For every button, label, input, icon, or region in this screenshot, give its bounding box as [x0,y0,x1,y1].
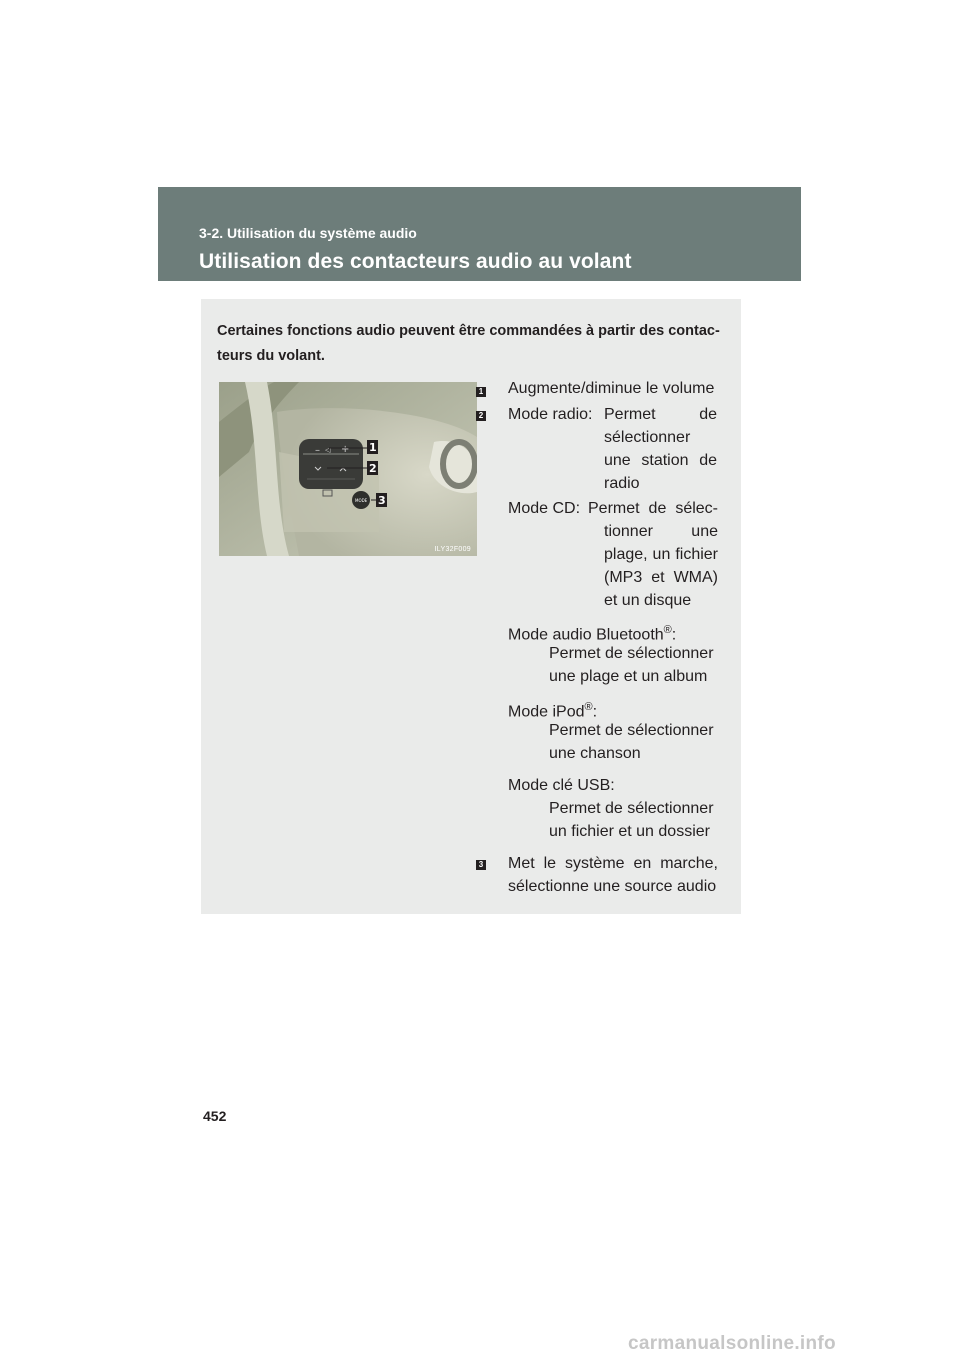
steering-wheel-illustration [219,382,477,556]
ipod-mode-description: Permet de sélectionner une chanson [549,722,714,762]
svg-text:◁: ◁ [325,446,331,454]
page-title: Utilisation des contacteurs audio au volant [199,250,632,273]
figure-code: ILY32F009 [434,546,471,553]
callout-1: 1 [369,441,377,454]
radio-mode-description: Permet de sélectionner une station de radio [604,406,717,492]
cd-mode-label: Mode CD: [508,500,581,517]
ipod-mode-label: Mode iPod®: [508,701,598,721]
usb-mode-label: Mode clé USB: [508,777,615,794]
item-1-text: Augmente/diminue le volume [508,380,715,397]
svg-text:+: + [341,444,350,455]
item-3-text: Met le système en marche, sélectionne une source audio [508,855,718,895]
page-number: 452 [203,1108,227,1124]
footer-watermark: carmanualsonline.info [628,1333,836,1354]
content-box [201,299,741,914]
radio-mode-label: Mode radio: [508,406,593,423]
item-number-1: 1 [476,387,486,397]
bluetooth-mode-description: Permet de sélectionner une plage et un album [549,645,714,685]
steering-wheel-drawing [219,382,477,556]
mode-button-label: MODE [355,498,368,503]
intro-text: Certaines fonctions audio peuvent être commandées à partir des contac-teurs du volant. [217,323,720,364]
section-label: 3-2. Utilisation du système audio [199,225,417,241]
callout-3: 3 [378,494,386,507]
callout-2: 2 [369,462,377,475]
usb-mode-description: Permet de sélectionner un fichier et un dossier [549,800,714,840]
chapter-header [158,187,801,281]
svg-text:–: – [315,445,320,456]
cd-mode-description: Permet de sélec- tionner une plage, un fichier (MP3 et WMA) et un disque [588,500,718,609]
item-number-3: 3 [476,860,486,870]
item-number-2: 2 [476,411,486,421]
bluetooth-mode-label: Mode audio Bluetooth®: [508,624,677,644]
